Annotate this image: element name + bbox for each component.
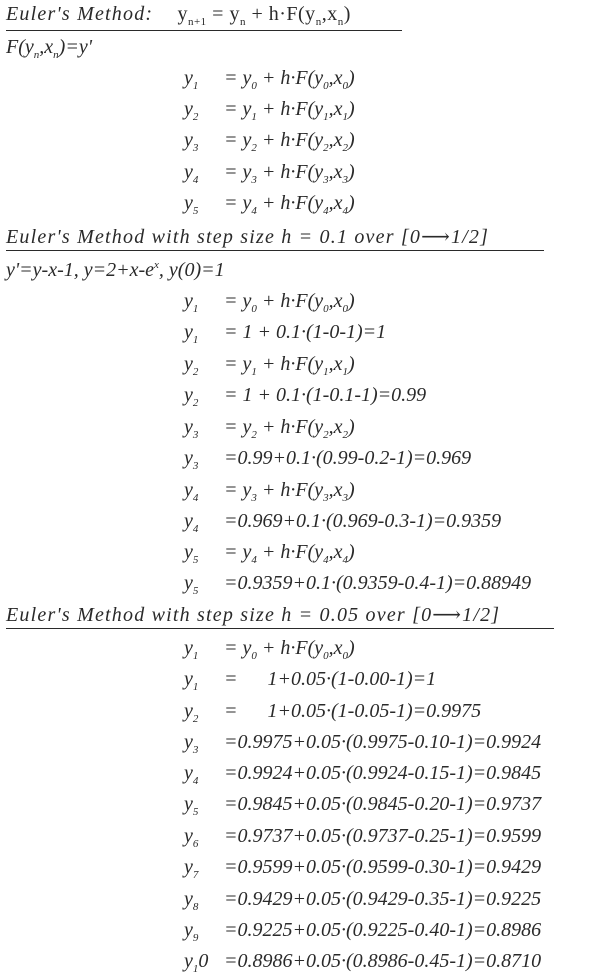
equation-rhs: =0.9975+0.05·(0.9975-0.10-1)=0.9924: [224, 731, 542, 753]
equation-line: [184, 509, 501, 536]
equation-rhs: =0.9359+0.1·(0.9359-0.4-1)=0.88949: [224, 572, 532, 594]
equation-lhs: $y_4$: [184, 479, 199, 504]
equation-rhs: = $y_0 + h\cdot F(y_0,x_0)$: [224, 290, 355, 315]
equation-line: [184, 97, 355, 124]
equation-line: [184, 320, 386, 347]
equation-rhs: =0.9599+0.05·(0.9599-0.30-1)=0.9429: [224, 856, 542, 878]
equation-rhs: =0.969+0.1·(0.969-0.3-1)=0.9359: [224, 510, 502, 532]
equation-rhs: =0.9845+0.05·(0.9845-0.20-1)=0.9737: [224, 793, 542, 815]
equation-rhs: = $y_2 + h\cdot F(y_2,x_2)$: [224, 416, 355, 441]
equation-rhs: = $y_2 + h\cdot F(y_2,x_2)$: [224, 129, 355, 154]
equation-lhs: $y_2$: [184, 98, 199, 123]
equation-lhs: $y_1$: [184, 67, 199, 92]
equation-rhs: = $y_1 + h\cdot F(y_1,x_1)$: [224, 98, 355, 123]
equation-line: [184, 289, 355, 316]
equation-line: [184, 352, 355, 379]
equation-lhs: $y_5$: [184, 793, 199, 818]
equation-rhs: = 1+0.05·(1-0.00-1)=1: [224, 668, 437, 690]
section1-heading-label: Euler's Method:: [6, 3, 154, 25]
equation-lhs: $y_9$: [184, 919, 199, 944]
equation-lhs: $y_1$: [184, 290, 199, 315]
equation-line: [184, 128, 355, 155]
equation-rhs: = $y_4 + h\cdot F(y_4,x_4)$: [224, 541, 355, 566]
equation-lhs: $y_7$: [184, 856, 199, 881]
equation-lhs: $y_6$: [184, 825, 199, 850]
section1-heading-formula: $y_{n+1} = y_n + h\cdot F(y_n,x_n)$: [177, 3, 351, 28]
section2-problem: y'=y-x-1, $y=2+x-e^x$, y(0)=1: [6, 259, 225, 281]
equation-lhs: $y_5$: [184, 572, 199, 597]
equation-rhs: =0.99+0.1·(0.99-0.2-1)=0.969: [224, 447, 472, 469]
equation-lhs: $y_3$: [184, 731, 199, 756]
equation-lhs: $y_5$: [184, 541, 199, 566]
equation-rhs: =0.9429+0.05·(0.9429-0.35-1)=0.9225: [224, 888, 542, 910]
equation-line: [184, 667, 436, 694]
equation-lhs: $y_1$: [184, 321, 199, 346]
equation-line: [184, 792, 541, 819]
section3-heading: Euler's Method with step size h = 0.05 over [0⟶1/2]: [6, 603, 554, 629]
equation-line: [184, 918, 541, 945]
equation-rhs: = $y_0 + h\cdot F(y_0,x_0)$: [224, 637, 355, 662]
equation-line: [184, 383, 426, 410]
equation-rhs: = $y_1 + h\cdot F(y_1,x_1)$: [224, 353, 355, 378]
equation-line: [184, 191, 355, 218]
equation-line: [184, 730, 541, 757]
equation-rhs: = 1+0.05·(1-0.05-1)=0.9975: [224, 700, 482, 722]
equation-lhs: $y_3$: [184, 447, 199, 472]
equation-lhs: $y_4$: [184, 161, 199, 186]
equation-line: [184, 160, 355, 187]
equation-rhs: = 1 + 0.1·(1-0.1-1)=0.99: [224, 384, 427, 406]
equation-line: [184, 571, 531, 598]
equation-rhs: =0.8986+0.05·(0.8986-0.45-1)=0.8710: [224, 950, 542, 972]
equation-line: [184, 478, 355, 505]
equation-lhs: $y_4$: [184, 510, 199, 535]
equation-lhs: $y_3$: [184, 416, 199, 441]
equation-rhs: = $y_4 + h\cdot F(y_4,x_4)$: [224, 192, 355, 217]
equation-line: [184, 636, 355, 663]
equation-rhs: =0.9737+0.05·(0.9737-0.25-1)=0.9599: [224, 825, 542, 847]
equation-rhs: = $y_0 + h\cdot F(y_0,x_0)$: [224, 67, 355, 92]
equation-lhs: $y_4$: [184, 762, 199, 787]
equation-lhs: $y_2$: [184, 384, 199, 409]
equation-lhs: $y_10$: [184, 950, 209, 975]
equation-lhs: $y_1$: [184, 668, 199, 693]
equation-line: [184, 699, 481, 726]
equation-line: [184, 855, 541, 882]
equation-line: [184, 446, 471, 473]
equation-line: [184, 887, 541, 914]
equation-lhs: $y_8$: [184, 888, 199, 913]
equation-lhs: $y_1$: [184, 637, 199, 662]
equation-rhs: =0.9924+0.05·(0.9924-0.15-1)=0.9845: [224, 762, 542, 784]
equation-line: [184, 824, 541, 851]
equation-lhs: $y_3$: [184, 129, 199, 154]
equation-lhs: $y_2$: [184, 353, 199, 378]
equation-line: [184, 761, 541, 788]
section1-heading: [6, 2, 402, 31]
equation-line: [184, 540, 355, 567]
equation-line: [184, 66, 355, 93]
equation-line: [184, 415, 355, 442]
equation-rhs: =0.9225+0.05·(0.9225-0.40-1)=0.8986: [224, 919, 542, 941]
equation-lhs: $y_5$: [184, 192, 199, 217]
equation-rhs: = 1 + 0.1·(1-0-1)=1: [224, 321, 387, 343]
equation-rhs: = $y_3 + h\cdot F(y_3,x_3)$: [224, 479, 355, 504]
section1-definition: $F(y_n,x_n)=y'$: [6, 36, 92, 61]
equation-line: [184, 949, 541, 976]
equation-lhs: $y_2$: [184, 700, 199, 725]
section2-heading: Euler's Method with step size h = 0.1 over [0⟶1/2]: [6, 225, 544, 251]
equation-rhs: = $y_3 + h\cdot F(y_3,x_3)$: [224, 161, 355, 186]
